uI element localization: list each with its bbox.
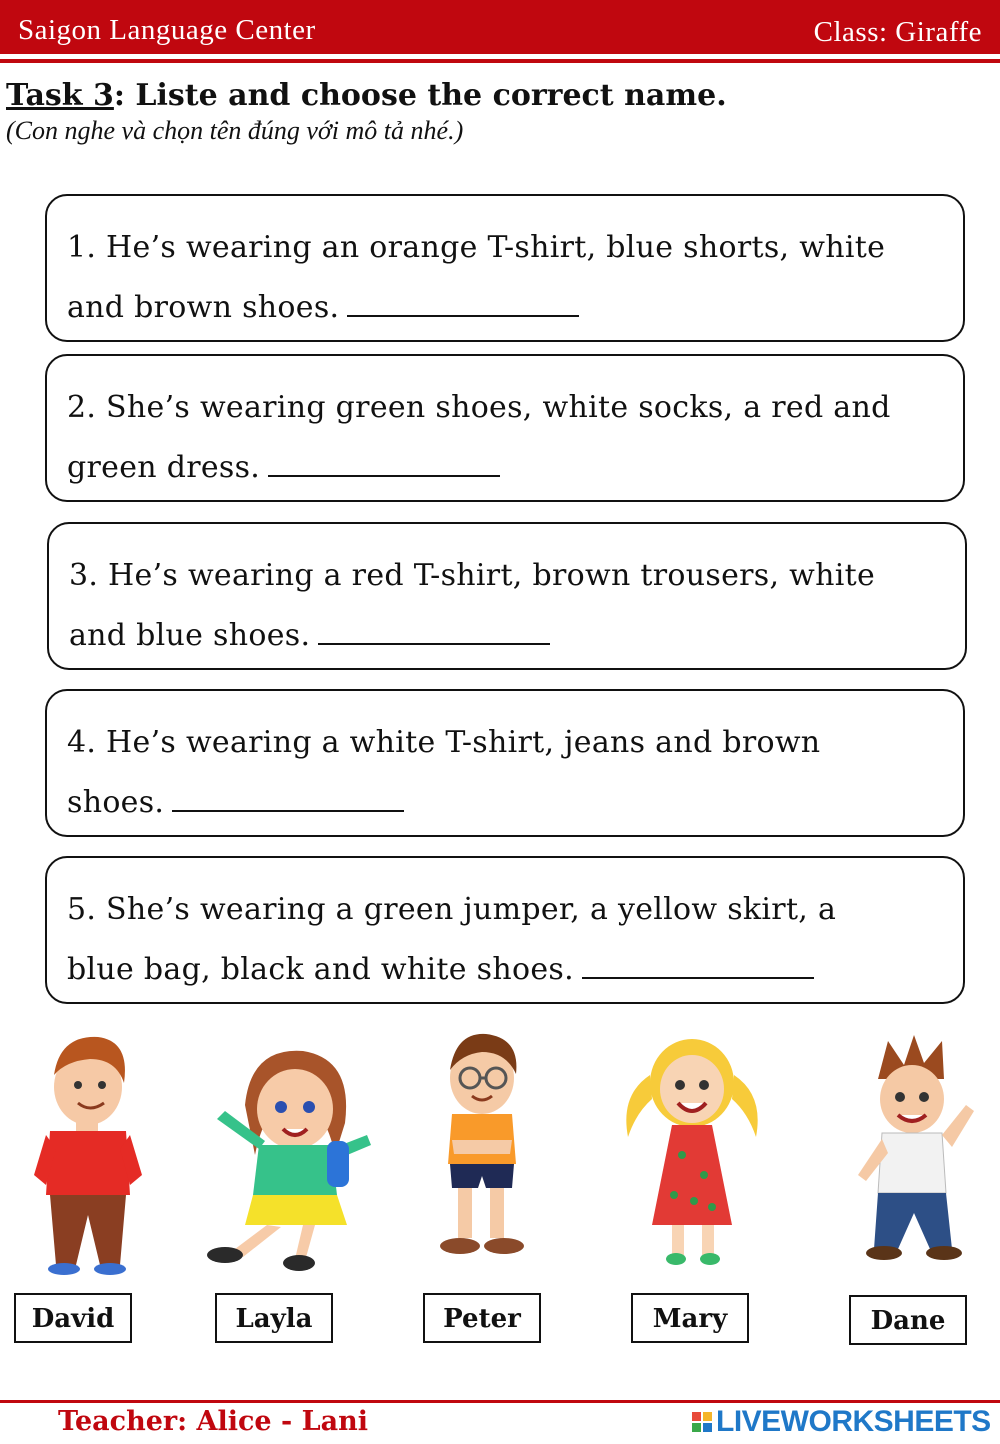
liveworksheets-logo-text: LIVEWORKSHEETS — [716, 1405, 991, 1438]
question-box-3 — [47, 522, 967, 670]
answer-blank-5[interactable] — [582, 976, 814, 979]
class-name: Class: Giraffe — [813, 16, 982, 48]
task-label: Task 3 — [6, 78, 114, 113]
question-4-line1: 4. He’s wearing a white T-shirt, jeans and brown — [67, 725, 821, 760]
header-divider — [0, 59, 1000, 63]
question-4-line2: shoes. — [67, 785, 165, 820]
teacher-credit: Teacher: Alice - Lani — [58, 1406, 368, 1437]
boy-white-shirt-illustration — [848, 1035, 978, 1265]
boy-red-shirt-illustration — [20, 1025, 150, 1275]
question-5-line2: blue bag, black and white shoes. — [67, 952, 574, 987]
answer-blank-2[interactable] — [268, 474, 500, 477]
question-2-line2: green dress. — [67, 450, 261, 485]
center-name: Saigon Language Center — [18, 14, 316, 46]
name-box-layla[interactable]: Layla — [215, 1293, 333, 1343]
question-3-line2: and blue shoes. — [69, 618, 311, 653]
question-1-line2: and brown shoes. — [67, 290, 340, 325]
boy-orange-shirt-illustration — [430, 1030, 530, 1262]
girl-green-jumper-illustration — [195, 1045, 380, 1275]
question-2-line1: 2. She’s wearing green shoes, white socks, a red and — [67, 390, 891, 425]
task-title-text: : Liste and choose the correct name. — [113, 78, 727, 113]
question-box-4 — [45, 689, 965, 837]
question-box-5 — [45, 856, 965, 1004]
name-box-mary[interactable]: Mary — [631, 1293, 749, 1343]
question-box-2 — [45, 354, 965, 502]
question-5-line1: 5. She’s wearing a green jumper, a yellow skirt, a — [67, 892, 837, 927]
liveworksheets-logo — [692, 1402, 991, 1442]
header-bar — [0, 0, 1000, 54]
question-3-line1: 3. He’s wearing a red T-shirt, brown trousers, white — [69, 558, 876, 593]
name-box-david[interactable]: David — [14, 1293, 132, 1343]
girl-red-dress-illustration — [612, 1025, 772, 1270]
answer-blank-1[interactable] — [347, 314, 579, 317]
task-title — [6, 78, 727, 113]
question-1-line1: 1. He’s wearing an orange T-shirt, blue shorts, white — [67, 230, 886, 265]
answer-blank-3[interactable] — [318, 642, 550, 645]
name-box-peter[interactable]: Peter — [423, 1293, 541, 1343]
task-subtitle: (Con nghe và chọn tên đúng với mô tả nhé.) — [6, 116, 464, 145]
liveworksheets-logo-icon — [692, 1412, 712, 1432]
answer-blank-4[interactable] — [172, 809, 404, 812]
question-box-1 — [45, 194, 965, 342]
name-box-dane[interactable]: Dane — [849, 1295, 967, 1345]
